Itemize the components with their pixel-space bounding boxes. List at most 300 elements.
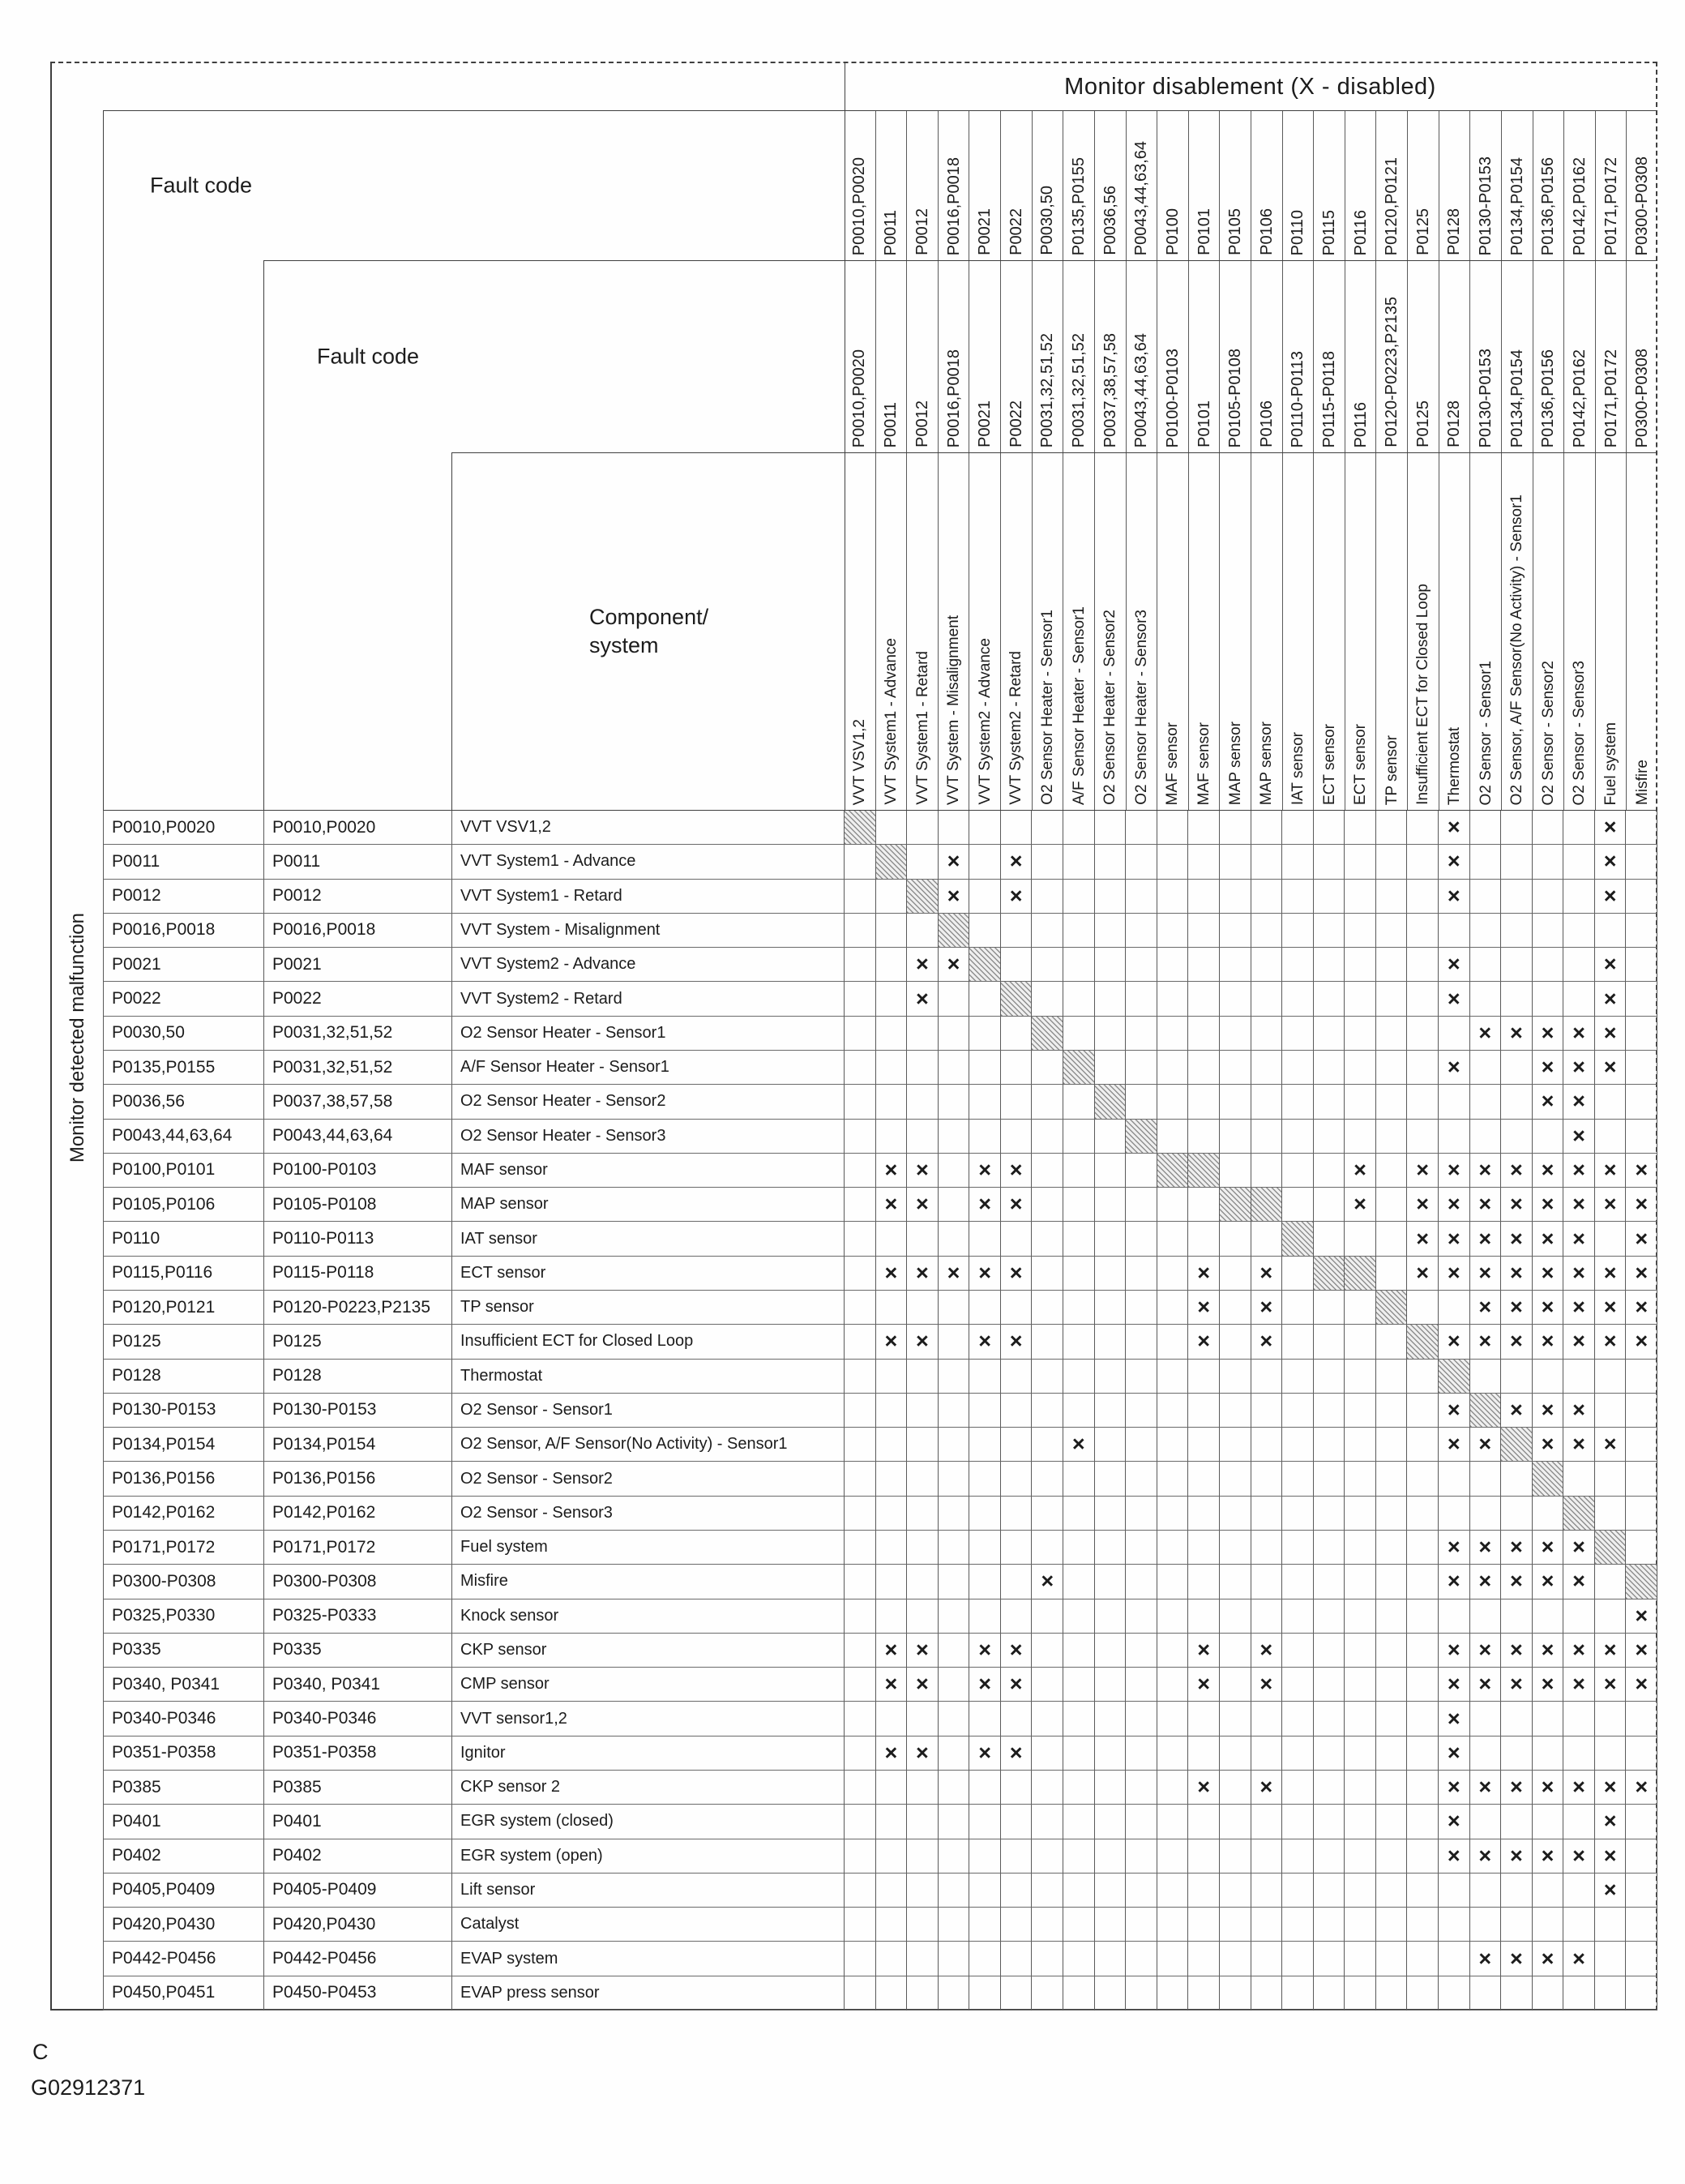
x-mark-cell: ×: [939, 845, 970, 879]
column-component-text: TP sensor: [1383, 734, 1401, 805]
matrix-cell: [1220, 1222, 1251, 1256]
matrix-cell: [939, 1360, 970, 1394]
fault-range-cell: P0442-P0456: [264, 1942, 452, 1976]
monitor-disablement-matrix: [103, 810, 1657, 2011]
x-mark-cell: ×: [1251, 1771, 1283, 1805]
matrix-cell: [1314, 1051, 1345, 1085]
matrix-cell: [1126, 1976, 1157, 2011]
matrix-cell: [1376, 1976, 1408, 2011]
matrix-cell: [1251, 914, 1283, 948]
matrix-cell: [939, 1120, 970, 1154]
matrix-cell: [1439, 1291, 1470, 1325]
matrix-cell: [1063, 1634, 1095, 1668]
matrix-cell: [1282, 880, 1314, 914]
x-mark-cell: ×: [1501, 1668, 1533, 1702]
matrix-cell: [939, 1394, 970, 1428]
matrix-cell: [907, 1874, 939, 1908]
x-mark-cell: ×: [1251, 1291, 1283, 1325]
matrix-cell: [1314, 1085, 1345, 1119]
matrix-cell: [1126, 1942, 1157, 1976]
column-code-text: P0171,P0172: [1602, 156, 1620, 255]
x-mark-cell: ×: [1501, 1325, 1533, 1359]
fault-code-cell: P0335: [104, 1634, 264, 1668]
matrix-cell: [1345, 1668, 1376, 1702]
x-mark-cell: ×: [876, 1188, 908, 1222]
matrix-cell: [907, 1839, 939, 1874]
matrix-cell: [1282, 1874, 1314, 1908]
x-mark-cell: ×: [1470, 1839, 1502, 1874]
matrix-cell: [1314, 1908, 1345, 1942]
matrix-cell: [969, 880, 1001, 914]
matrix-cell: [1282, 1291, 1314, 1325]
column-component-text: Misfire: [1633, 760, 1651, 805]
column-header-cell: [969, 261, 1000, 452]
matrix-cell: [1126, 1394, 1157, 1428]
matrix-cell: [1501, 1702, 1533, 1736]
matrix-cell: [969, 1291, 1001, 1325]
matrix-cell: [1063, 1565, 1095, 1599]
matrix-cell: [1126, 1565, 1157, 1599]
matrix-cell: [907, 1702, 939, 1736]
x-mark-cell: ×: [1595, 1257, 1627, 1291]
matrix-cell: [1126, 1531, 1157, 1565]
matrix-cell: [1376, 1874, 1408, 1908]
column-header-cell: [1595, 111, 1627, 260]
matrix-cell: [1032, 1051, 1063, 1085]
matrix-cell: [1626, 845, 1657, 879]
matrix-cell: [1314, 982, 1345, 1016]
x-mark-cell: ×: [1470, 1942, 1502, 1976]
matrix-cell: [1314, 1188, 1345, 1222]
fault-code-cell: P0125: [104, 1325, 264, 1359]
matrix-cell: [1157, 1428, 1189, 1462]
diagonal-hatch-cell: [1345, 1257, 1376, 1291]
matrix-cell: [969, 1908, 1001, 1942]
matrix-cell: [845, 1017, 876, 1051]
matrix-cell: [1032, 1222, 1063, 1256]
matrix-cell: [1345, 1771, 1376, 1805]
matrix-cell: [1314, 1702, 1345, 1736]
column-header-cell: [1157, 261, 1188, 452]
matrix-cell: [1563, 948, 1595, 982]
component-cell: VVT System2 - Retard: [452, 982, 845, 1016]
matrix-cell: [845, 1599, 876, 1634]
x-mark-cell: ×: [1563, 1154, 1595, 1188]
x-mark-cell: ×: [1533, 1017, 1564, 1051]
matrix-cell: [1157, 1394, 1189, 1428]
matrix-cell: [1251, 1017, 1283, 1051]
matrix-cell: [1095, 1805, 1127, 1839]
column-code-text: P0130-P0153: [1477, 348, 1495, 448]
component-cell: Insufficient ECT for Closed Loop: [452, 1325, 845, 1359]
matrix-cell: [1063, 1839, 1095, 1874]
matrix-cell: [876, 1291, 908, 1325]
x-mark-cell: ×: [1595, 1154, 1627, 1188]
matrix-cell: [1314, 1120, 1345, 1154]
x-mark-cell: ×: [1533, 1394, 1564, 1428]
matrix-cell: [1095, 1771, 1127, 1805]
matrix-cell: [1407, 1736, 1439, 1771]
matrix-cell: [1157, 1565, 1189, 1599]
matrix-cell: [1063, 1462, 1095, 1496]
x-mark-cell: ×: [1626, 1257, 1657, 1291]
matrix-cell: [1001, 1497, 1033, 1531]
matrix-cell: [1188, 1497, 1220, 1531]
matrix-cell: [1470, 982, 1502, 1016]
matrix-cell: [1407, 1531, 1439, 1565]
x-mark-cell: ×: [907, 1325, 939, 1359]
matrix-cell: [1095, 1051, 1127, 1085]
matrix-cell: [1095, 1874, 1127, 1908]
diagonal-hatch-cell: [876, 845, 908, 879]
x-mark-cell: ×: [1595, 1188, 1627, 1222]
x-mark-cell: ×: [1439, 1668, 1470, 1702]
matrix-cell: [1376, 1668, 1408, 1702]
matrix-cell: [1470, 948, 1502, 982]
matrix-cell: [1470, 1497, 1502, 1531]
matrix-cell: [1063, 1360, 1095, 1394]
column-header-cell: [875, 261, 907, 452]
matrix-cell: [969, 914, 1001, 948]
matrix-cell: [969, 1771, 1001, 1805]
matrix-cell: [1126, 1222, 1157, 1256]
matrix-cell: [1376, 1702, 1408, 1736]
fault-code-cell: P0134,P0154: [104, 1428, 264, 1462]
x-mark-cell: ×: [1251, 1257, 1283, 1291]
matrix-cell: [1376, 948, 1408, 982]
x-mark-cell: ×: [1563, 1565, 1595, 1599]
matrix-cell: [969, 1702, 1001, 1736]
matrix-cell: [1220, 1428, 1251, 1462]
column-code-text: P0116: [1351, 209, 1370, 255]
matrix-cell: [1501, 880, 1533, 914]
fault-code-header-band-1: [103, 110, 1657, 260]
matrix-cell: [1282, 1188, 1314, 1222]
column-header-cell: [1126, 453, 1157, 810]
matrix-cell: [876, 1120, 908, 1154]
matrix-cell: [1282, 1497, 1314, 1531]
matrix-cell: [1282, 1702, 1314, 1736]
matrix-cell: [1407, 1771, 1439, 1805]
matrix-cell: [1439, 914, 1470, 948]
matrix-cell: [1282, 1428, 1314, 1462]
matrix-cell: [1501, 1736, 1533, 1771]
matrix-cell: [876, 1805, 908, 1839]
matrix-cell: [845, 1154, 876, 1188]
matrix-cell: [1251, 1531, 1283, 1565]
matrix-cell: [1251, 1702, 1283, 1736]
column-header-cell: [906, 261, 938, 452]
matrix-cell: [1376, 845, 1408, 879]
matrix-cell: [1126, 1634, 1157, 1668]
page-marker: C: [32, 2040, 49, 2064]
matrix-cell: [1220, 1154, 1251, 1188]
matrix-cell: [1533, 1497, 1564, 1531]
x-mark-cell: ×: [1439, 880, 1470, 914]
matrix-cell: [1314, 1222, 1345, 1256]
matrix-cell: [1626, 1908, 1657, 1942]
column-code-text: P0136,P0156: [1539, 156, 1558, 255]
matrix-cell: [1282, 1325, 1314, 1359]
component-cell: EGR system (open): [452, 1839, 845, 1874]
x-mark-cell: ×: [1345, 1154, 1376, 1188]
matrix-cell: [1095, 982, 1127, 1016]
matrix-cell: [1001, 1942, 1033, 1976]
column-header-cell: [938, 261, 969, 452]
matrix-cell: [1345, 1051, 1376, 1085]
matrix-cell: [1188, 1428, 1220, 1462]
matrix-cell: [1188, 1565, 1220, 1599]
matrix-cell: [845, 1497, 876, 1531]
matrix-cell: [1345, 1736, 1376, 1771]
matrix-cell: [907, 1222, 939, 1256]
matrix-cell: [1220, 811, 1251, 845]
fault-code-label-1: Fault code: [150, 173, 253, 198]
x-mark-cell: ×: [1595, 1325, 1627, 1359]
matrix-cell: [1314, 1497, 1345, 1531]
matrix-cell: [1470, 1976, 1502, 2011]
column-header-cell: [1313, 261, 1345, 452]
column-header-cell: [1626, 111, 1657, 260]
matrix-cell: [876, 1874, 908, 1908]
matrix-cell: [1626, 982, 1657, 1016]
x-mark-cell: ×: [1501, 1565, 1533, 1599]
matrix-cell: [1126, 948, 1157, 982]
fault-range-cell: P0011: [264, 845, 452, 879]
matrix-cell: [939, 1497, 970, 1531]
matrix-cell: [1376, 1771, 1408, 1805]
column-header-cell: [1000, 111, 1032, 260]
monitor-disablement-title: Monitor disablement (X - disabled): [1064, 73, 1436, 100]
matrix-cell: [1001, 1805, 1033, 1839]
matrix-cell: [1407, 1291, 1439, 1325]
matrix-cell: [1095, 1017, 1127, 1051]
matrix-cell: [1314, 880, 1345, 914]
matrix-cell: [1501, 1462, 1533, 1496]
matrix-cell: [1595, 1908, 1627, 1942]
matrix-cell: [907, 914, 939, 948]
column-header-cell: [1439, 453, 1470, 810]
fault-code-cell: P0022: [104, 982, 264, 1016]
x-mark-cell: ×: [1439, 811, 1470, 845]
x-mark-cell: ×: [1626, 1771, 1657, 1805]
fault-code-header-band-2: [263, 260, 1657, 452]
fault-code-cell: P0128: [104, 1360, 264, 1394]
column-header-cell: [1563, 453, 1595, 810]
x-mark-cell: ×: [1533, 1085, 1564, 1119]
matrix-cell: [1314, 1394, 1345, 1428]
x-mark-cell: ×: [1439, 845, 1470, 879]
matrix-cell: [1220, 880, 1251, 914]
matrix-cell: [1563, 1462, 1595, 1496]
x-mark-cell: ×: [876, 1154, 908, 1188]
fault-code-cell: P0325,P0330: [104, 1599, 264, 1634]
matrix-cell: [1345, 811, 1376, 845]
matrix-cell: [876, 1462, 908, 1496]
matrix-cell: [876, 1085, 908, 1119]
fault-range-cell: P0300-P0308: [264, 1565, 452, 1599]
matrix-cell: [1282, 1599, 1314, 1634]
x-mark-cell: ×: [1626, 1222, 1657, 1256]
matrix-cell: [1188, 948, 1220, 982]
matrix-cell: [1376, 1497, 1408, 1531]
x-mark-cell: ×: [1533, 1428, 1564, 1462]
matrix-cell: [1032, 1976, 1063, 2011]
matrix-cell: [1563, 1702, 1595, 1736]
column-header-cell: [1501, 453, 1533, 810]
matrix-cell: [1282, 1017, 1314, 1051]
matrix-cell: [845, 1428, 876, 1462]
column-component-text: O2 Sensor, A/F Sensor(No Activity) - Sensor1: [1508, 494, 1526, 805]
x-mark-cell: ×: [1595, 948, 1627, 982]
fault-range-cell: P0100-P0103: [264, 1154, 452, 1188]
matrix-cell: [1595, 1462, 1627, 1496]
component-cell: Ignitor: [452, 1736, 845, 1771]
matrix-cell: [1095, 1120, 1127, 1154]
matrix-cell: [939, 1736, 970, 1771]
x-mark-cell: ×: [969, 1668, 1001, 1702]
x-mark-cell: ×: [1563, 1634, 1595, 1668]
x-mark-cell: ×: [969, 1736, 1001, 1771]
x-mark-cell: ×: [1501, 1634, 1533, 1668]
matrix-cell: [1345, 1325, 1376, 1359]
column-header-cell: [1032, 261, 1063, 452]
matrix-cell: [1501, 914, 1533, 948]
x-mark-cell: ×: [1470, 1188, 1502, 1222]
matrix-cell: [1376, 880, 1408, 914]
matrix-cell: [1220, 845, 1251, 879]
x-mark-cell: ×: [1188, 1771, 1220, 1805]
column-header-cell: [1188, 261, 1220, 452]
x-mark-cell: ×: [876, 1736, 908, 1771]
matrix-cell: [939, 1976, 970, 2011]
matrix-cell: [1188, 1976, 1220, 2011]
x-mark-cell: ×: [1595, 880, 1627, 914]
matrix-cell: [1407, 1805, 1439, 1839]
column-code-text: P0135,P0155: [1070, 156, 1088, 255]
matrix-cell: [907, 1908, 939, 1942]
column-code-text: P0142,P0162: [1570, 156, 1589, 255]
matrix-cell: [1251, 1428, 1283, 1462]
column-header-cell: [938, 453, 969, 810]
matrix-cell: [1314, 1017, 1345, 1051]
x-mark-cell: ×: [1470, 1257, 1502, 1291]
column-component-text: IAT sensor: [1289, 731, 1307, 805]
matrix-cell: [907, 1017, 939, 1051]
matrix-cell: [1032, 1599, 1063, 1634]
matrix-cell: [1626, 1360, 1657, 1394]
matrix-cell: [907, 1085, 939, 1119]
matrix-cell: [1157, 1497, 1189, 1531]
column-header-cell: [1188, 453, 1220, 810]
column-header-cell: [1094, 111, 1126, 260]
matrix-cell: [1001, 1908, 1033, 1942]
matrix-cell: [1126, 1462, 1157, 1496]
matrix-cell: [1032, 1154, 1063, 1188]
matrix-cell: [1032, 1325, 1063, 1359]
matrix-cell: [969, 811, 1001, 845]
column-header-cell: [1126, 111, 1157, 260]
x-mark-cell: ×: [1563, 1428, 1595, 1462]
column-code-text: P0120-P0223,P2135: [1383, 297, 1401, 448]
column-code-text: P0300-P0308: [1633, 156, 1652, 255]
matrix-cell: [1157, 1257, 1189, 1291]
fault-code-cell: P0011: [104, 845, 264, 879]
fault-code-cell: P0351-P0358: [104, 1736, 264, 1771]
x-mark-cell: ×: [1407, 1222, 1439, 1256]
x-mark-cell: ×: [1626, 1325, 1657, 1359]
matrix-cell: [969, 1222, 1001, 1256]
matrix-cell: [1345, 1942, 1376, 1976]
x-mark-cell: ×: [1533, 1839, 1564, 1874]
matrix-cell: [1314, 1942, 1345, 1976]
matrix-cell: [1095, 1839, 1127, 1874]
matrix-cell: [845, 1839, 876, 1874]
matrix-cell: [1001, 1120, 1033, 1154]
matrix-cell: [1220, 1805, 1251, 1839]
matrix-cell: [1282, 1531, 1314, 1565]
matrix-cell: [1470, 1462, 1502, 1496]
matrix-cell: [1157, 1874, 1189, 1908]
matrix-cell: [1220, 1565, 1251, 1599]
column-code-text: P0100-P0103: [1163, 348, 1182, 448]
matrix-cell: [1345, 982, 1376, 1016]
matrix-cell: [1407, 1085, 1439, 1119]
column-header-cell: [1157, 453, 1188, 810]
column-header-cell: [1533, 453, 1564, 810]
fault-range-cell: P0420,P0430: [264, 1908, 452, 1942]
x-mark-cell: ×: [1188, 1325, 1220, 1359]
x-mark-cell: ×: [1533, 1565, 1564, 1599]
matrix-cell: [1439, 1976, 1470, 2011]
matrix-cell: [876, 1531, 908, 1565]
x-mark-cell: ×: [1563, 1257, 1595, 1291]
component-cell: TP sensor: [452, 1291, 845, 1325]
fault-range-cell: P0325-P0333: [264, 1599, 452, 1634]
matrix-cell: [1595, 1702, 1627, 1736]
matrix-cell: [907, 1531, 939, 1565]
column-header-cell: [844, 111, 875, 260]
matrix-cell: [1345, 1291, 1376, 1325]
matrix-cell: [876, 1771, 908, 1805]
matrix-cell: [1188, 1874, 1220, 1908]
matrix-cell: [939, 1291, 970, 1325]
matrix-cell: [845, 1908, 876, 1942]
matrix-cell: [1063, 1497, 1095, 1531]
fault-range-cell: P0043,44,63,64: [264, 1120, 452, 1154]
column-code-text: P0022: [1007, 400, 1025, 448]
matrix-cell: [1032, 1908, 1063, 1942]
diagonal-hatch-cell: [1533, 1462, 1564, 1496]
x-mark-cell: ×: [1595, 845, 1627, 879]
fault-range-cell: P0128: [264, 1360, 452, 1394]
matrix-cell: [1376, 1908, 1408, 1942]
matrix-cell: [1188, 1531, 1220, 1565]
matrix-cell: [1563, 1874, 1595, 1908]
matrix-cell: [876, 914, 908, 948]
matrix-cell: [907, 1394, 939, 1428]
matrix-cell: [907, 1462, 939, 1496]
matrix-cell: [1533, 1874, 1564, 1908]
fault-range-cell: P0351-P0358: [264, 1736, 452, 1771]
matrix-cell: [1533, 948, 1564, 982]
matrix-cell: [1407, 1942, 1439, 1976]
matrix-cell: [1095, 948, 1127, 982]
matrix-cell: [1376, 1531, 1408, 1565]
column-header-cell: [1063, 453, 1094, 810]
matrix-cell: [1501, 1805, 1533, 1839]
column-header-cell: [1251, 261, 1282, 452]
